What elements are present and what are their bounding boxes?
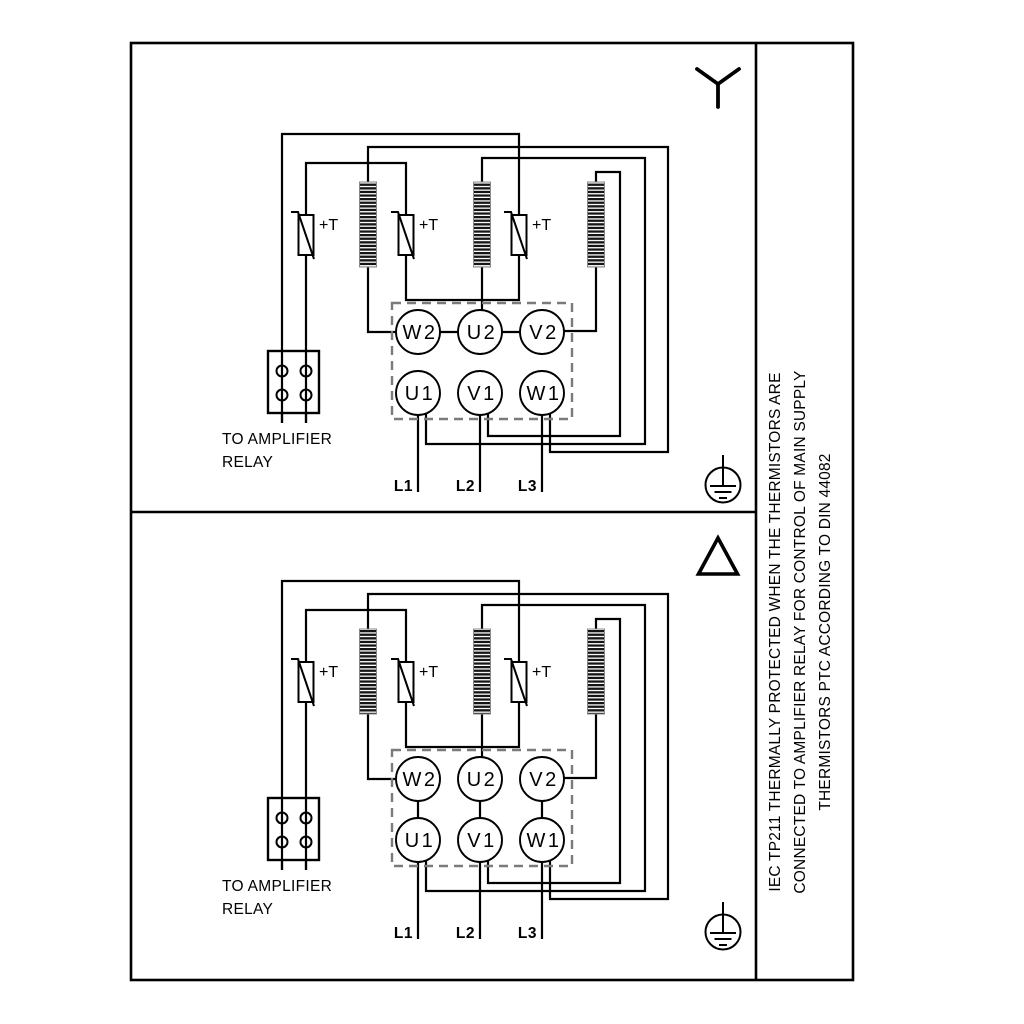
- terminal-W1-label: W1: [526, 383, 562, 405]
- thermistor-2: [391, 212, 438, 259]
- thermistor-3: [504, 212, 551, 259]
- wire-thermistor1-to-thermistor2-top: [306, 610, 406, 662]
- relay-caption-line2: RELAY: [222, 454, 274, 471]
- thermistor-1: [291, 212, 338, 259]
- earth-ground-icon: [706, 455, 741, 503]
- label-L2: L2: [455, 925, 475, 942]
- label-L3: L3: [517, 925, 537, 942]
- note-line-2: CONNECTED TO AMPLIFIER RELAY FOR CONTROL OF MAIN SUPPLY: [792, 370, 809, 894]
- supply-labels: [394, 925, 537, 942]
- relay-caption-line1: TO AMPLIFIER: [222, 431, 333, 448]
- panel-delta: [222, 538, 741, 950]
- winding-coil-2: [474, 629, 491, 714]
- amplifier-relay-connector: [222, 351, 332, 471]
- earth-ground-icon: [706, 902, 741, 950]
- winding-coil-2: [474, 182, 491, 267]
- amplifier-relay-connector: [222, 798, 332, 918]
- terminal-board: [392, 303, 572, 419]
- terminal-V1-label: V1: [467, 383, 497, 405]
- winding-coil-3: [588, 629, 605, 714]
- terminal-U2-label: U2: [466, 769, 498, 791]
- label-L1: L1: [393, 925, 413, 942]
- thermistor-2-label: +T: [419, 217, 439, 234]
- delta-connection-icon: [699, 538, 738, 574]
- thermistor-2-label: +T: [419, 664, 439, 681]
- wire-thermistor2-to-thermistor3-bottom: [406, 702, 519, 747]
- winding-coil-1: [360, 629, 377, 714]
- terminal-W2-label: W2: [402, 322, 438, 344]
- relay-caption-line1: TO AMPLIFIER: [222, 878, 333, 895]
- star-connection-icon: [697, 69, 739, 107]
- terminal-U1-label: U1: [404, 830, 436, 852]
- terminal-U1-label: U1: [404, 383, 436, 405]
- thermistor-1: [291, 659, 338, 706]
- thermistors: [291, 212, 551, 259]
- winding-coil-3: [588, 182, 605, 267]
- note-line-3: THERMISTORS PTC ACCORDING TO DIN 44082: [817, 453, 834, 811]
- motor-windings: [360, 182, 605, 267]
- terminal-V1-label: V1: [467, 830, 497, 852]
- label-L2: L2: [455, 478, 475, 495]
- thermistor-1-label: +T: [319, 664, 339, 681]
- wire-winding3-bottom-to-V2: [564, 267, 596, 331]
- wire-winding3-bottom-to-V2: [564, 714, 596, 778]
- motor-windings: [360, 629, 605, 714]
- relay-caption-line2: RELAY: [222, 901, 274, 918]
- terminal-V2-label: V2: [529, 769, 559, 791]
- winding-coil-1: [360, 182, 377, 267]
- thermistor-3: [504, 659, 551, 706]
- side-note: [767, 370, 834, 893]
- wire-thermistor1-to-thermistor2-top: [306, 163, 406, 215]
- terminal-V2-label: V2: [529, 322, 559, 344]
- terminal-W2-label: W2: [402, 769, 438, 791]
- panel-star: [222, 69, 741, 503]
- thermistor-1-label: +T: [319, 217, 339, 234]
- thermistors: [291, 659, 551, 706]
- thermistor-3-label: +T: [532, 217, 552, 234]
- label-L1: L1: [393, 478, 413, 495]
- terminal-W1-label: W1: [526, 830, 562, 852]
- wire-thermistor2-to-thermistor3-bottom: [406, 255, 519, 300]
- terminal-U2-label: U2: [466, 322, 498, 344]
- label-L3: L3: [517, 478, 537, 495]
- thermistor-2: [391, 659, 438, 706]
- thermistor-3-label: +T: [532, 664, 552, 681]
- supply-labels: [394, 478, 537, 495]
- note-line-1: IEC TP211 THERMALLY PROTECTED WHEN THE THERMISTORS ARE: [767, 372, 784, 892]
